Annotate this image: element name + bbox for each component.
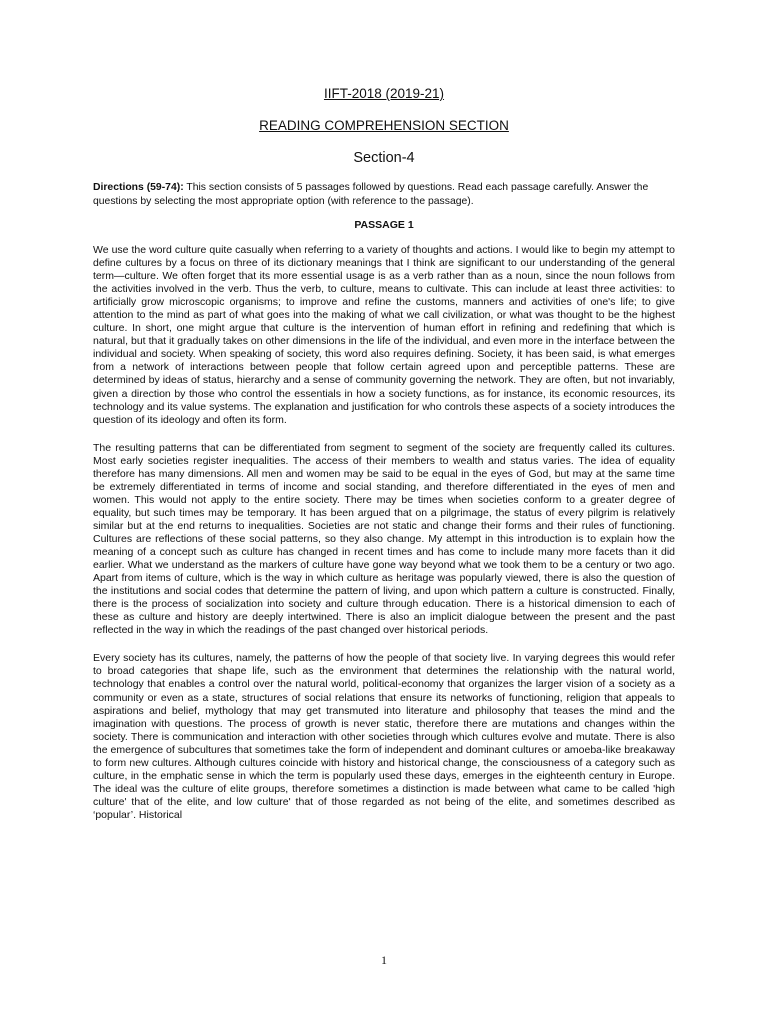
directions xyxy=(93,181,675,209)
document-title: IIFT-2018 (2019-21) xyxy=(323,86,445,101)
directions-label: Directions (59-74): xyxy=(93,182,184,193)
passage-paragraph-3: Every society has its cultures, namely, the patterns of how the people of that society live. In varying degrees this would refer to broad categories that shape life, such as the environment that determines the relationship with the natural world, technology that enables a control over the natural world, political-economy that organizes the larger vision of a society as a community or even as a state, structures of social relations that ensure its networks of functioning, religion that appeals to aspirations and belief, mythology that may get transmuted into literature and philosophy that teases the mind and the imagination with questions. The process of growth is never static, therefore there are mutations and changes within the society. There is communication and interaction with other societies through which cultures evolve and mutate. There is also the emergence of subcultures that sometimes take the form of independent and dominant cultures or amoeba-like breakaway to form new cultures. Although cultures coincide with history and historical change, the consciousness of a category such as culture, in the emphatic sense in which the term is popularly used these days, emerges in the eighteenth century in Europe. The ideal was the culture of elite groups, therefore sometimes a distinction is made between what came to be called 'high culture' that of the elite, and low culture' that of those regarded as not being of the elite, and sometimes described as ‘popular’. Historical xyxy=(93,652,675,821)
section-title: READING COMPREHENSION SECTION xyxy=(259,118,509,133)
page-number: 1 xyxy=(381,953,387,967)
passage-paragraph-2: The resulting patterns that can be differentiated from segment to segment of the society are frequently called its cultures. Most early societies register inequalities. The access of their members to wealth and status varies. The idea of equality therefore has many dimensions. All men and women may be said to be equal in the eyes of God, but may at the same time be extremely differentiated in terms of income and social standing, and therefore differentiated in the eyes of men and women. This would not apply to the entire society. There may be times when societies conform to a greater degree of equality, but such times may be temporary. It has been argued that on a pilgrimage, the status of every pilgrim is relatively similar but at the end returns to inequalities. Societies are not static and change their forms and their rules of functioning. Cultures are reflections of these social patterns, so they also change. My attempt in this introduction is to explain how the meaning of a concept such as culture has changed in recent times and has come to include many more facets than it did earlier. What we understand as the markers of culture have gone way beyond what we took them to be a century or two ago. Apart from items of culture, which is the way in which culture as heritage was popularly viewed, there is also the question of the institutions and social codes that determine the pattern of living, and upon which pattern a culture is constructed. Finally, there is the process of socialization into society and culture through education. There is a historical dimension to each of these as culture and history are deeply intertwined. There is also an implicit dialogue between the present and the past reflected in the way in which the readings of the past changed over historical periods. xyxy=(93,441,675,637)
section-number: Section-4 xyxy=(353,150,415,166)
directions-text: This section consists of 5 passages followed by questions. Read each passage carefully. Answer the questions by selecting the most appropriate option (with reference to the passage). xyxy=(93,182,649,207)
document-content xyxy=(93,86,675,822)
passage-paragraph-1: We use the word culture quite casually when referring to a variety of thoughts and actions. I would like to begin my attempt to define cultures by a focus on three of its dictionary meanings that I think are significant to our understanding of the general term—culture. We often forget that its more essential usage is as a verb rather than as a noun, since the noun follows from the activities involved in the verb. Thus the verb, to culture, means to cultivate. This can include at least three activities: to artificially grow microscopic organisms; to improve and refine the customs, manners and activities of one's life; to give attention to the mind as part of what goes into the making of what we call civilization, or what was thought to be the highest culture. In short, one might argue that culture is the intervention of human effort in refining and redefining that which is natural, but that it gradually takes on other dimensions in the life of the individual, and even more in the interface between the individual and society. When speaking of society, this word also requires defining. Society, it has been said, is what emerges from a network of interactions between people that follow certain agreed upon and perceptible patterns. These are determined by ideas of status, hierarchy and a sense of community governing the network. They are often, but not invariably, given a direction by those who control the essentials in how a society functions, as for instance, its economic resources, its technology and its value systems. The explanation and justification for who controls these aspects of a society introduces the question of its ideology and often its form. xyxy=(93,244,675,426)
passage-title: PASSAGE 1 xyxy=(354,219,414,231)
